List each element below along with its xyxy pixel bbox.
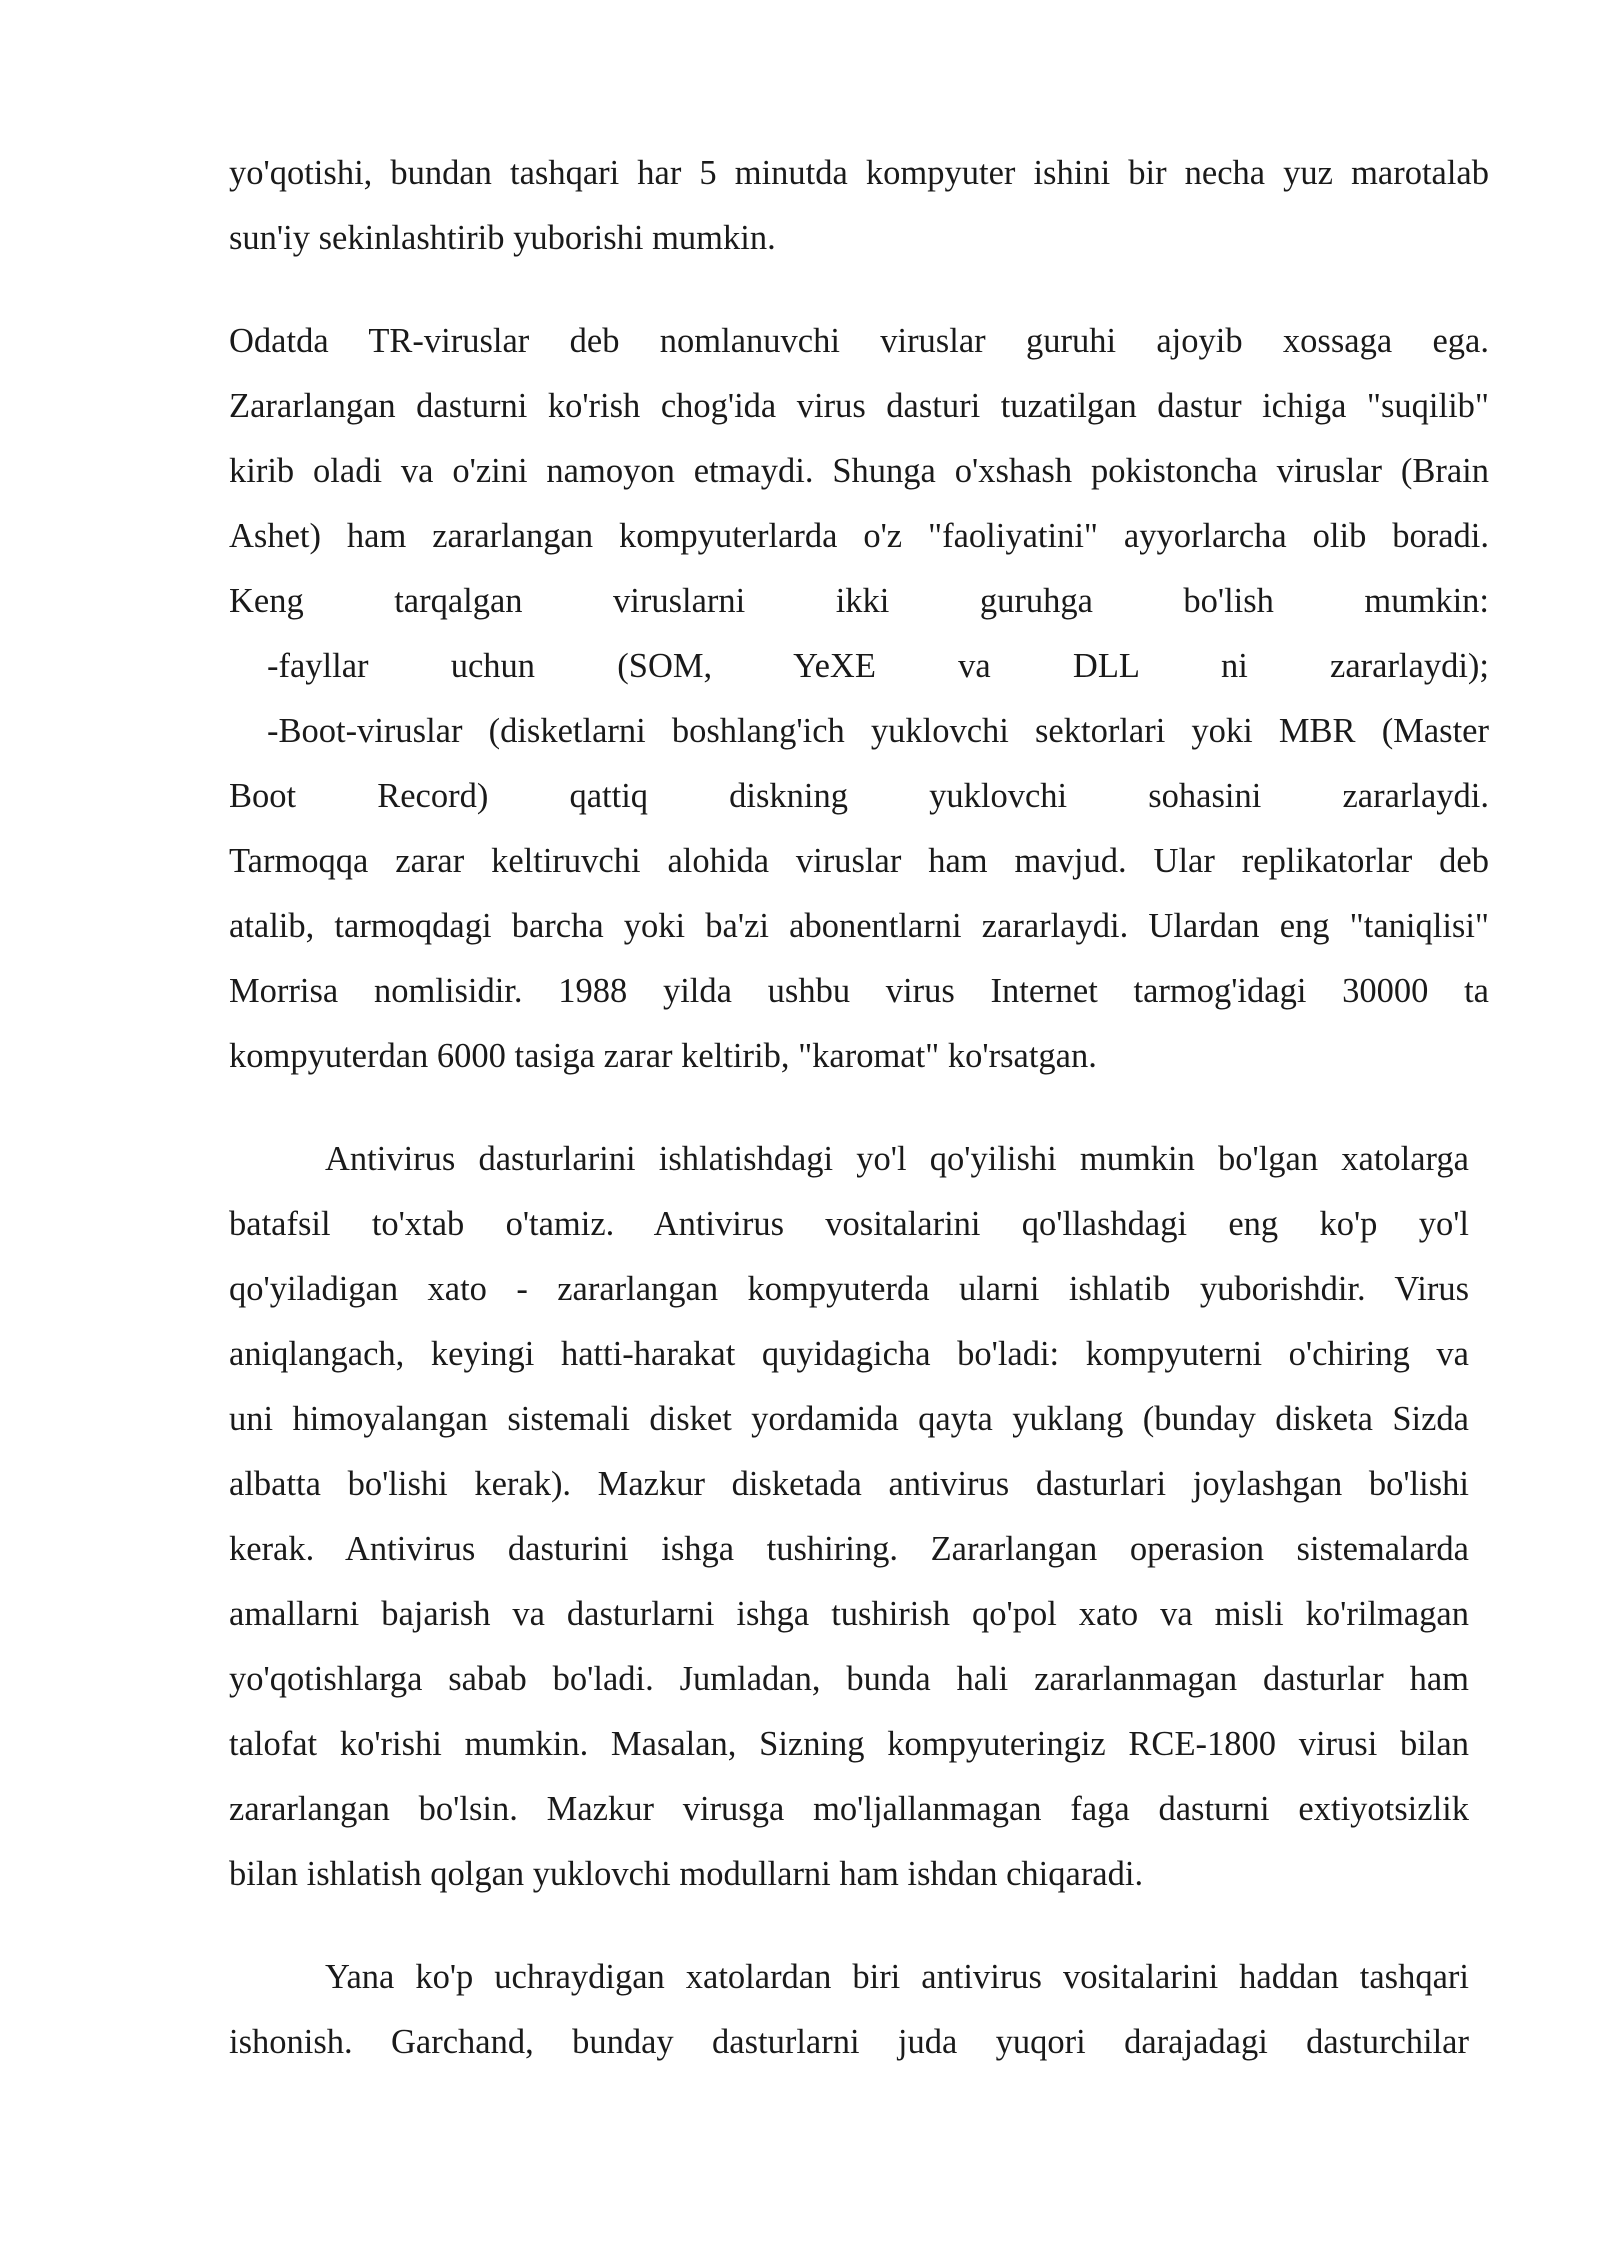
text-line: talofat ko'rishi mumkin. Masalan, Sizning kompyuteringiz RCE-1800 virusi bilan	[229, 1725, 1469, 1763]
text-line: Boot Record) qattiq diskning yuklovchi sohasini zararlaydi.	[229, 777, 1489, 815]
text-line: zararlangan bo'lsin. Mazkur virusga mo'ljallanmagan faga dasturni extiyotsizlik	[229, 1790, 1469, 1828]
text-line: amallarni bajarish va dasturlarni ishga tushirish qo'pol xato va misli ko'rilmagan	[229, 1595, 1469, 1633]
list-item-line: -Boot-viruslar (disketlarni boshlang'ich yuklovchi sektorlari yoki MBR (Master	[267, 712, 1489, 750]
text-line: atalib, tarmoqdagi barcha yoki ba'zi abonentlarni zararlaydi. Ulardan eng "taniqlisi"	[229, 907, 1489, 945]
text-line: Keng tarqalgan viruslarni ikki guruhga bo'lish mumkin:	[229, 582, 1489, 620]
paragraph-4	[229, 1945, 1469, 2075]
text-line: kirib oladi va o'zini namoyon etmaydi. Shunga o'xshash pokistoncha viruslar (Brain	[229, 452, 1489, 490]
text-line: Tarmoqqa zarar keltiruvchi alohida viruslar ham mavjud. Ular replikatorlar deb	[229, 842, 1489, 880]
list-item-line: -fayllar uchun (SOM, YeXE va DLL ni zararlaydi);	[267, 647, 1489, 685]
text-line: kompyuterdan 6000 tasiga zarar keltirib, "karomat" ko'rsatgan.	[229, 1037, 1097, 1075]
document-body	[229, 141, 1489, 2113]
text-line: Ashet) ham zararlangan kompyuterlarda o'z "faoliyatini" ayyorlarcha olib boradi.	[229, 517, 1489, 555]
text-line: ishonish. Garchand, bunday dasturlarni juda yuqori darajadagi dasturchilar	[229, 2023, 1469, 2061]
text-line: uni himoyalangan sistemali disket yordamida qayta yuklang (bunday disketa Sizda	[229, 1400, 1469, 1438]
text-line: bilan ishlatish qolgan yuklovchi modullarni ham ishdan chiqaradi.	[229, 1855, 1144, 1893]
text-line: Antivirus dasturlarini ishlatishdagi yo'l qo'yilishi mumkin bo'lgan xatolarga	[325, 1140, 1469, 1178]
paragraph-2	[229, 309, 1489, 1089]
text-line: sun'iy sekinlashtirib yuborishi mumkin.	[229, 219, 776, 257]
text-line: yo'qotishi, bundan tashqari har 5 minutda kompyuter ishini bir necha yuz marotalab	[229, 154, 1489, 192]
text-line: kerak. Antivirus dasturini ishga tushiring. Zararlangan operasion sistemalarda	[229, 1530, 1469, 1568]
text-line: Odatda TR-viruslar deb nomlanuvchi viruslar guruhi ajoyib xossaga ega.	[229, 322, 1489, 360]
paragraph-1	[229, 141, 1489, 271]
text-line: albatta bo'lishi kerak). Mazkur disketada antivirus dasturlari joylashgan bo'lishi	[229, 1465, 1469, 1503]
paragraph-3	[229, 1127, 1469, 1907]
text-line: aniqlangach, keyingi hatti-harakat quyidagicha bo'ladi: kompyuterni o'chiring va	[229, 1335, 1469, 1373]
text-line: Zararlangan dasturni ko'rish chog'ida virus dasturi tuzatilgan dastur ichiga "suqilib"	[229, 387, 1489, 425]
text-line: qo'yiladigan xato - zararlangan kompyuterda ularni ishlatib yuborishdir. Virus	[229, 1270, 1469, 1308]
text-line: Yana ko'p uchraydigan xatolardan biri antivirus vositalarini haddan tashqari	[325, 1958, 1469, 1996]
text-line: batafsil to'xtab o'tamiz. Antivirus vositalarini qo'llashdagi eng ko'p yo'l	[229, 1205, 1469, 1243]
text-line: yo'qotishlarga sabab bo'ladi. Jumladan, bunda hali zararlanmagan dasturlar ham	[229, 1660, 1469, 1698]
text-line: Morrisa nomlisidir. 1988 yilda ushbu virus Internet tarmog'idagi 30000 ta	[229, 972, 1489, 1010]
